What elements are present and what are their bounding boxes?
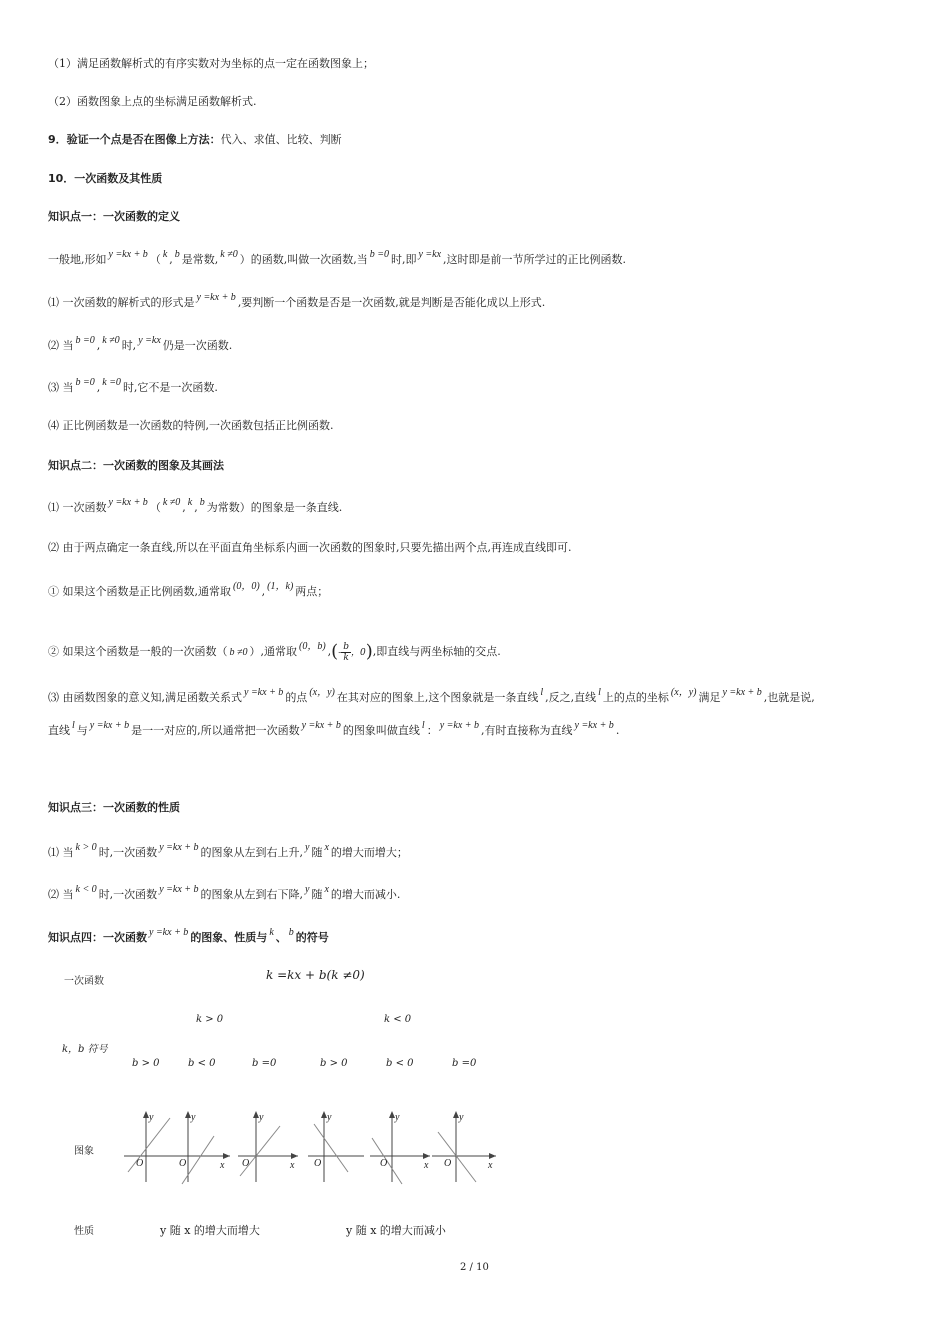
- table-row-label-graph: 图象: [74, 1146, 94, 1157]
- formula-ykxb: y =kx + b: [722, 687, 762, 698]
- formula-ykxb: y =kx + b: [108, 249, 148, 260]
- graph-point-3: [48, 687, 815, 707]
- r2a: ⑵ 当: [48, 888, 74, 901]
- math-b-eq0: b =0: [75, 335, 95, 346]
- q4d: 的图象叫做直线: [342, 724, 420, 737]
- point-x-y: (x，y): [309, 687, 335, 698]
- r1b: 时,一次函数: [98, 846, 158, 859]
- q4e: ：: [426, 724, 438, 737]
- p1b: ,要判断一个函数是否是一次函数,就是判断是否能化成以上形式.: [237, 296, 546, 309]
- table-row-label-function: 一次函数: [64, 976, 104, 987]
- formula-ykxb: y =kx + b: [159, 842, 199, 853]
- p2a: ⑵ 当: [48, 339, 74, 352]
- formula-ykxb: y =kx + b: [89, 720, 130, 731]
- math-b-eq0: b =0: [369, 249, 389, 260]
- table-b-sign-6: b =0: [452, 1058, 477, 1069]
- table-k-positive: k > 0: [196, 1014, 224, 1025]
- r2d: 随: [311, 888, 323, 901]
- formula-ykx: y =kx: [138, 335, 161, 346]
- math-b-eq0: b =0: [75, 377, 95, 388]
- property-increasing: y 随 x 的增大而增大: [160, 1224, 260, 1237]
- math-k: k: [162, 249, 168, 260]
- text-line-2: （2）函数图象上点的坐标满足函数解析式.: [48, 95, 257, 108]
- math-l: l: [540, 687, 544, 698]
- case-2: ② 如果这个函数是一般的一次函数（ b ≠0 ）,通常取 (0，b) ,(- $\frac{b}{k}$ ，0),即直线与两坐标轴的交点.: [48, 641, 501, 663]
- math-x: x: [324, 842, 329, 853]
- axis-y-label: y: [459, 1112, 464, 1123]
- point-1-k: (1，k): [267, 581, 294, 592]
- formula-ykxb: y =kx + b: [108, 497, 148, 508]
- axis-y-label: y: [149, 1112, 154, 1123]
- table-function-formula: k =kx + b(k ≠0): [266, 968, 365, 982]
- c2b: ）,通常取: [249, 645, 297, 658]
- math-k-ne0: k ≠0: [102, 335, 120, 346]
- math-l: l: [72, 720, 75, 731]
- r1a: ⑴ 当: [48, 846, 74, 859]
- origin-label: O: [444, 1158, 452, 1169]
- q4b: 与: [76, 724, 88, 737]
- graph-point-2: ⑵ 由于两点确定一条直线,所以在平面直角坐标系内画一次函数的图象时,只要先描出两个点,再连成直线即可.: [48, 541, 572, 554]
- k4d: 的符号: [295, 931, 329, 944]
- math-b: b: [174, 249, 180, 260]
- axis-x-label: x: [290, 1160, 295, 1171]
- axis-y-label: y: [259, 1112, 264, 1123]
- math-b-ne0: b ≠0: [229, 647, 248, 658]
- math-k-eq0: k =0: [102, 377, 121, 388]
- section-9: [48, 132, 342, 148]
- q3e: 上的点的坐标: [602, 691, 669, 704]
- def-f: ,这时即是前一节所学过的正比例函数.: [443, 253, 627, 266]
- math-l: l: [421, 720, 425, 731]
- section-10-title: 10．一次函数及其性质: [48, 172, 163, 185]
- point-x-y: (x，y): [670, 687, 697, 698]
- page-number: 2 / 10: [460, 1262, 489, 1273]
- c1b: 两点；: [295, 585, 329, 598]
- paren-open: (: [331, 641, 339, 662]
- point-0-0: (0，0): [233, 581, 260, 592]
- q3g: ,也就是说,: [763, 691, 815, 704]
- graph-kneg-bzero: [430, 1110, 500, 1186]
- table-b-sign-4: b > 0: [320, 1058, 348, 1069]
- q3b: 的点: [285, 691, 308, 704]
- formula-ykxb: y =kx + b: [196, 292, 236, 303]
- q3a: ⑶ 由函数图象的意义知,满足函数关系式: [48, 691, 242, 704]
- origin-label: O: [242, 1158, 250, 1169]
- axis-y-label: y: [395, 1112, 400, 1123]
- knowledge-4-title: [48, 927, 329, 947]
- axis-x-label: x: [424, 1160, 429, 1171]
- math-l: l: [598, 687, 601, 698]
- r1c: 的图象从左到右上升,: [200, 846, 303, 859]
- p3a: ⑶ 当: [48, 381, 74, 394]
- math-b: b: [288, 927, 294, 938]
- formula-ykxb: y =kx + b: [159, 884, 199, 895]
- c2c: ,即直线与两坐标轴的交点.: [372, 645, 501, 658]
- def-e: 时,即: [390, 253, 417, 266]
- graph-point-1: ⑴ 一次函数 y =kx + b （ k ≠0 , k , b 为常数）的图象是一条直线.: [48, 497, 343, 514]
- formula-ykxb: y =kx + b: [574, 720, 614, 731]
- axis-y-label: y: [191, 1112, 196, 1123]
- graph-point-3-cont: 直线 l 与 y =kx + b 是一一对应的,所以通常把一次函数 y =kx + b 的图象叫做直线 l ： y =kx + b ,有时直接称为直线 y =kx + b .: [48, 720, 620, 737]
- def-d: ）的函数,叫做一次函数,当: [239, 253, 368, 266]
- graph-kpos-bzero: [236, 1110, 300, 1186]
- section-9-title: 9．验证一个点是否在图像上方法：: [48, 133, 221, 146]
- origin-label: O: [380, 1158, 388, 1169]
- fraction-b-k: [341, 642, 351, 663]
- formula-ykxb: y =kx + b: [149, 927, 189, 938]
- table-k-negative: k < 0: [384, 1014, 412, 1025]
- paren-close: ): [365, 641, 373, 662]
- p2c: 仍是一次函数.: [162, 339, 233, 352]
- axis-x-label: x: [220, 1160, 225, 1171]
- formula-ykxb: y =kx + b: [439, 720, 479, 731]
- point-3: ⑶ 当 b =0 , k =0 时,它不是一次函数.: [48, 377, 218, 394]
- q3c: 在其对应的图象上,这个图象就是一条直线: [336, 691, 539, 704]
- def-a: 一般地,形如: [48, 253, 107, 266]
- def-c: 是常数,: [181, 253, 219, 266]
- table-row-label-property: 性质: [74, 1226, 94, 1237]
- knowledge-2-title: 知识点二：一次函数的图象及其画法: [48, 459, 224, 472]
- table-b-sign-3: b =0: [252, 1058, 277, 1069]
- formula-ykx: y =kx: [418, 249, 442, 260]
- k4a: 知识点四：一次函数: [48, 931, 147, 944]
- math-k-ne0: k ≠0: [220, 249, 238, 260]
- property-1: [48, 842, 408, 862]
- math-k: k: [269, 927, 274, 938]
- case-1: ① 如果这个函数是正比例函数,通常取 (0，0) , (1，k) 两点；: [48, 581, 329, 598]
- p2b: 时,: [121, 339, 137, 352]
- point-0-b: (0，b): [299, 641, 326, 652]
- q1b: （: [149, 501, 161, 514]
- definition-line: 一般地,形如 y =kx + b （ k , b 是常数, k ≠0 ）的函数,叫做一次函数,当 b =0 时,即 y =kx ,这时即是前一节所学过的正比例函数.: [48, 249, 627, 266]
- frac-neg: -: [338, 648, 342, 658]
- table-row-label-sign: k，b 符号: [62, 1044, 108, 1055]
- q3d: ,反之,直线: [545, 691, 597, 704]
- c2a: ② 如果这个函数是一般的一次函数（: [48, 645, 228, 658]
- formula-ykxb: y =kx + b: [244, 687, 284, 698]
- r2b: 时,一次函数: [98, 888, 158, 901]
- q1c: 为常数）的图象是一条直线.: [206, 501, 343, 514]
- math-k-ne0: k ≠0: [162, 497, 181, 508]
- point-4: ⑷ 正比例函数是一次函数的特例,一次函数包括正比例函数.: [48, 419, 334, 432]
- formula-ykxb: y =kx + b: [301, 720, 341, 731]
- origin-label: O: [179, 1158, 187, 1169]
- math-b: b: [199, 497, 205, 508]
- math-k-lt0: k < 0: [75, 884, 97, 895]
- r1d: 随: [311, 846, 323, 859]
- graph-kneg-bneg: [368, 1110, 432, 1186]
- knowledge-1-title: 知识点一：一次函数的定义: [48, 210, 180, 223]
- origin-label: O: [314, 1158, 322, 1169]
- table-b-sign-2: b < 0: [188, 1058, 216, 1069]
- point-1: [48, 292, 546, 312]
- c1a: ① 如果这个函数是正比例函数,通常取: [48, 585, 231, 598]
- p1a: ⑴ 一次函数的解析式的形式是: [48, 296, 195, 309]
- math-y: y: [305, 842, 310, 853]
- axis-y-label: y: [327, 1112, 332, 1123]
- q1a: ⑴ 一次函数: [48, 501, 107, 514]
- graph-kneg-bpos: [306, 1110, 366, 1186]
- property-decreasing: y 随 x 的增大而减小: [346, 1224, 446, 1237]
- math-k-gt0: k > 0: [75, 842, 97, 853]
- k4b: 的图象、性质与: [190, 931, 268, 944]
- axis-x-label: x: [488, 1160, 493, 1171]
- text-line-1: （1）满足函数解析式的有序实数对为坐标的点一定在函数图象上；: [48, 57, 374, 70]
- property-2: [48, 884, 401, 904]
- q4c: 是一一对应的,所以通常把一次函数: [131, 724, 300, 737]
- q4f: ,有时直接称为直线: [481, 724, 573, 737]
- point-2: ⑵ 当 b =0 , k ≠0 时, y =kx 仍是一次函数.: [48, 335, 233, 352]
- q4a: 直线: [48, 724, 70, 737]
- p3b: 时,它不是一次函数.: [122, 381, 218, 394]
- math-x: x: [324, 884, 329, 895]
- frac-den: k: [343, 652, 349, 663]
- r1e: 的增大而增大；: [330, 846, 408, 859]
- graph-kpos-bneg: [172, 1110, 232, 1186]
- frac-num: b: [343, 641, 350, 652]
- q3f: 满足: [698, 691, 721, 704]
- knowledge-3-title: 知识点三：一次函数的性质: [48, 801, 180, 814]
- origin-label: O: [136, 1158, 144, 1169]
- table-b-sign-1: b > 0: [132, 1058, 160, 1069]
- frac-zero: ，0: [351, 648, 366, 658]
- def-b: （: [149, 253, 161, 266]
- section-9-body: 代入、求值、比较、判断: [220, 133, 342, 146]
- table-b-sign-5: b < 0: [386, 1058, 414, 1069]
- math-y: y: [305, 884, 310, 895]
- r2c: 的图象从左到右下降,: [200, 888, 303, 901]
- math-k: k: [187, 497, 193, 508]
- k4c: 、: [275, 931, 287, 944]
- r2e: 的增大而减小.: [330, 888, 401, 901]
